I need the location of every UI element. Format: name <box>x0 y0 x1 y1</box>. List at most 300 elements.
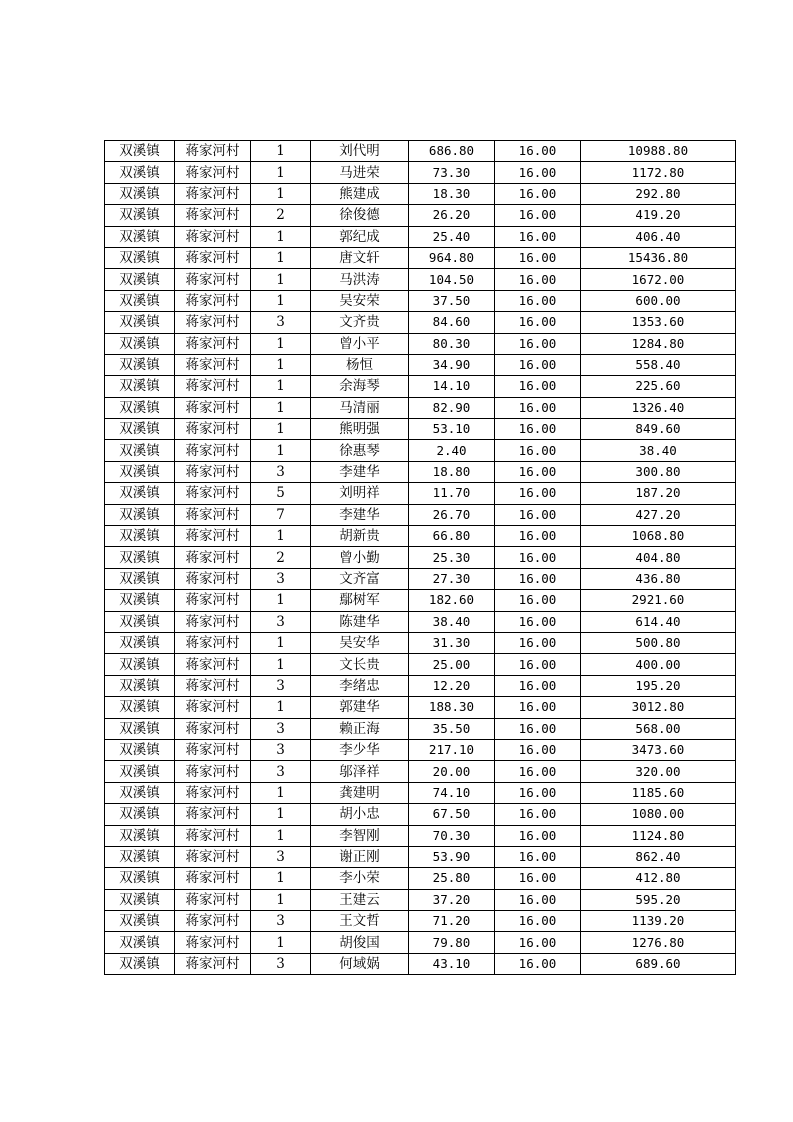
village-cell: 蒋家河村 <box>175 183 251 204</box>
area-cell: 37.50 <box>409 290 495 311</box>
amount-cell: 1353.60 <box>581 312 736 333</box>
town-cell: 双溪镇 <box>105 461 175 482</box>
area-cell: 188.30 <box>409 697 495 718</box>
village-cell: 蒋家河村 <box>175 868 251 889</box>
rate-cell: 16.00 <box>495 141 581 162</box>
group-cell: 1 <box>251 162 311 183</box>
rate-cell: 16.00 <box>495 526 581 547</box>
area-cell: 67.50 <box>409 804 495 825</box>
town-cell: 双溪镇 <box>105 675 175 696</box>
name-cell: 杨恒 <box>311 354 409 375</box>
table-row <box>105 440 736 461</box>
town-cell: 双溪镇 <box>105 483 175 504</box>
area-cell: 20.00 <box>409 761 495 782</box>
amount-cell: 38.40 <box>581 440 736 461</box>
village-cell: 蒋家河村 <box>175 889 251 910</box>
town-cell: 双溪镇 <box>105 739 175 760</box>
group-cell: 1 <box>251 376 311 397</box>
rate-cell: 16.00 <box>495 162 581 183</box>
town-cell: 双溪镇 <box>105 697 175 718</box>
village-cell: 蒋家河村 <box>175 782 251 803</box>
rate-cell: 16.00 <box>495 440 581 461</box>
amount-cell: 689.60 <box>581 953 736 974</box>
village-cell: 蒋家河村 <box>175 718 251 739</box>
amount-cell: 225.60 <box>581 376 736 397</box>
area-cell: 18.30 <box>409 183 495 204</box>
rate-cell: 16.00 <box>495 504 581 525</box>
table-row <box>105 269 736 290</box>
amount-cell: 1080.00 <box>581 804 736 825</box>
group-cell: 1 <box>251 397 311 418</box>
group-cell: 1 <box>251 354 311 375</box>
rate-cell: 16.00 <box>495 782 581 803</box>
rate-cell: 16.00 <box>495 205 581 226</box>
rate-cell: 16.00 <box>495 290 581 311</box>
table-row <box>105 312 736 333</box>
name-cell: 文齐富 <box>311 568 409 589</box>
rate-cell: 16.00 <box>495 247 581 268</box>
name-cell: 李建华 <box>311 504 409 525</box>
amount-cell: 1172.80 <box>581 162 736 183</box>
amount-cell: 558.40 <box>581 354 736 375</box>
table-row <box>105 568 736 589</box>
rate-cell: 16.00 <box>495 568 581 589</box>
town-cell: 双溪镇 <box>105 312 175 333</box>
group-cell: 3 <box>251 739 311 760</box>
name-cell: 曾小勤 <box>311 547 409 568</box>
village-cell: 蒋家河村 <box>175 932 251 953</box>
town-cell: 双溪镇 <box>105 568 175 589</box>
area-cell: 74.10 <box>409 782 495 803</box>
rate-cell: 16.00 <box>495 739 581 760</box>
town-cell: 双溪镇 <box>105 868 175 889</box>
group-cell: 1 <box>251 226 311 247</box>
name-cell: 李小荣 <box>311 868 409 889</box>
village-cell: 蒋家河村 <box>175 312 251 333</box>
village-cell: 蒋家河村 <box>175 162 251 183</box>
name-cell: 鄢树军 <box>311 590 409 611</box>
area-cell: 217.10 <box>409 739 495 760</box>
rate-cell: 16.00 <box>495 226 581 247</box>
amount-cell: 292.80 <box>581 183 736 204</box>
town-cell: 双溪镇 <box>105 205 175 226</box>
town-cell: 双溪镇 <box>105 761 175 782</box>
area-cell: 964.80 <box>409 247 495 268</box>
name-cell: 吴安荣 <box>311 290 409 311</box>
amount-cell: 1284.80 <box>581 333 736 354</box>
group-cell: 3 <box>251 675 311 696</box>
village-cell: 蒋家河村 <box>175 739 251 760</box>
area-cell: 43.10 <box>409 953 495 974</box>
group-cell: 2 <box>251 205 311 226</box>
area-cell: 34.90 <box>409 354 495 375</box>
table-row <box>105 397 736 418</box>
village-cell: 蒋家河村 <box>175 953 251 974</box>
name-cell: 刘明祥 <box>311 483 409 504</box>
rate-cell: 16.00 <box>495 632 581 653</box>
amount-cell: 320.00 <box>581 761 736 782</box>
town-cell: 双溪镇 <box>105 953 175 974</box>
table-row <box>105 804 736 825</box>
area-cell: 84.60 <box>409 312 495 333</box>
rate-cell: 16.00 <box>495 333 581 354</box>
amount-cell: 404.80 <box>581 547 736 568</box>
village-cell: 蒋家河村 <box>175 141 251 162</box>
village-cell: 蒋家河村 <box>175 205 251 226</box>
name-cell: 文齐贵 <box>311 312 409 333</box>
group-cell: 3 <box>251 953 311 974</box>
town-cell: 双溪镇 <box>105 590 175 611</box>
town-cell: 双溪镇 <box>105 782 175 803</box>
area-cell: 38.40 <box>409 611 495 632</box>
rate-cell: 16.00 <box>495 825 581 846</box>
amount-cell: 1068.80 <box>581 526 736 547</box>
table-row <box>105 632 736 653</box>
village-cell: 蒋家河村 <box>175 504 251 525</box>
name-cell: 徐惠琴 <box>311 440 409 461</box>
group-cell: 1 <box>251 183 311 204</box>
table-row <box>105 226 736 247</box>
rate-cell: 16.00 <box>495 590 581 611</box>
area-cell: 25.80 <box>409 868 495 889</box>
group-cell: 1 <box>251 141 311 162</box>
rate-cell: 16.00 <box>495 419 581 440</box>
village-cell: 蒋家河村 <box>175 290 251 311</box>
town-cell: 双溪镇 <box>105 911 175 932</box>
amount-cell: 500.80 <box>581 632 736 653</box>
town-cell: 双溪镇 <box>105 226 175 247</box>
area-cell: 686.80 <box>409 141 495 162</box>
area-cell: 66.80 <box>409 526 495 547</box>
amount-cell: 3473.60 <box>581 739 736 760</box>
village-cell: 蒋家河村 <box>175 611 251 632</box>
village-cell: 蒋家河村 <box>175 911 251 932</box>
rate-cell: 16.00 <box>495 269 581 290</box>
name-cell: 刘代明 <box>311 141 409 162</box>
town-cell: 双溪镇 <box>105 654 175 675</box>
town-cell: 双溪镇 <box>105 632 175 653</box>
table-row <box>105 868 736 889</box>
area-cell: 25.00 <box>409 654 495 675</box>
amount-cell: 436.80 <box>581 568 736 589</box>
name-cell: 邬泽祥 <box>311 761 409 782</box>
amount-cell: 600.00 <box>581 290 736 311</box>
table-row <box>105 183 736 204</box>
group-cell: 2 <box>251 547 311 568</box>
table-row <box>105 611 736 632</box>
table-row <box>105 483 736 504</box>
town-cell: 双溪镇 <box>105 419 175 440</box>
name-cell: 王建云 <box>311 889 409 910</box>
group-cell: 1 <box>251 269 311 290</box>
table-row <box>105 846 736 867</box>
rate-cell: 16.00 <box>495 761 581 782</box>
village-cell: 蒋家河村 <box>175 333 251 354</box>
town-cell: 双溪镇 <box>105 526 175 547</box>
table-row <box>105 782 736 803</box>
table-row <box>105 162 736 183</box>
area-cell: 31.30 <box>409 632 495 653</box>
rate-cell: 16.00 <box>495 376 581 397</box>
name-cell: 郭纪成 <box>311 226 409 247</box>
amount-cell: 15436.80 <box>581 247 736 268</box>
name-cell: 胡俊国 <box>311 932 409 953</box>
town-cell: 双溪镇 <box>105 162 175 183</box>
village-cell: 蒋家河村 <box>175 440 251 461</box>
name-cell: 胡小忠 <box>311 804 409 825</box>
town-cell: 双溪镇 <box>105 825 175 846</box>
table-row <box>105 354 736 375</box>
group-cell: 1 <box>251 932 311 953</box>
area-cell: 79.80 <box>409 932 495 953</box>
group-cell: 1 <box>251 889 311 910</box>
village-cell: 蒋家河村 <box>175 547 251 568</box>
table-row <box>105 953 736 974</box>
area-cell: 37.20 <box>409 889 495 910</box>
group-cell: 3 <box>251 568 311 589</box>
area-cell: 73.30 <box>409 162 495 183</box>
table-row <box>105 247 736 268</box>
rate-cell: 16.00 <box>495 953 581 974</box>
rate-cell: 16.00 <box>495 397 581 418</box>
rate-cell: 16.00 <box>495 889 581 910</box>
rate-cell: 16.00 <box>495 483 581 504</box>
area-cell: 53.90 <box>409 846 495 867</box>
table-row <box>105 461 736 482</box>
amount-cell: 3012.80 <box>581 697 736 718</box>
village-cell: 蒋家河村 <box>175 846 251 867</box>
table-row <box>105 526 736 547</box>
rate-cell: 16.00 <box>495 354 581 375</box>
amount-cell: 2921.60 <box>581 590 736 611</box>
village-cell: 蒋家河村 <box>175 397 251 418</box>
rate-cell: 16.00 <box>495 932 581 953</box>
area-cell: 2.40 <box>409 440 495 461</box>
area-cell: 25.30 <box>409 547 495 568</box>
village-cell: 蒋家河村 <box>175 568 251 589</box>
village-cell: 蒋家河村 <box>175 590 251 611</box>
group-cell: 1 <box>251 697 311 718</box>
rate-cell: 16.00 <box>495 846 581 867</box>
group-cell: 1 <box>251 590 311 611</box>
name-cell: 文长贵 <box>311 654 409 675</box>
town-cell: 双溪镇 <box>105 718 175 739</box>
table-row <box>105 911 736 932</box>
area-cell: 82.90 <box>409 397 495 418</box>
village-cell: 蒋家河村 <box>175 419 251 440</box>
rate-cell: 16.00 <box>495 804 581 825</box>
town-cell: 双溪镇 <box>105 504 175 525</box>
town-cell: 双溪镇 <box>105 804 175 825</box>
amount-cell: 1672.00 <box>581 269 736 290</box>
subsidy-table <box>104 140 736 975</box>
group-cell: 3 <box>251 461 311 482</box>
name-cell: 曾小平 <box>311 333 409 354</box>
village-cell: 蒋家河村 <box>175 526 251 547</box>
town-cell: 双溪镇 <box>105 611 175 632</box>
area-cell: 26.70 <box>409 504 495 525</box>
amount-cell: 849.60 <box>581 419 736 440</box>
name-cell: 余海琴 <box>311 376 409 397</box>
amount-cell: 1139.20 <box>581 911 736 932</box>
name-cell: 熊明强 <box>311 419 409 440</box>
name-cell: 马洪涛 <box>311 269 409 290</box>
town-cell: 双溪镇 <box>105 354 175 375</box>
amount-cell: 595.20 <box>581 889 736 910</box>
village-cell: 蒋家河村 <box>175 247 251 268</box>
village-cell: 蒋家河村 <box>175 376 251 397</box>
rate-cell: 16.00 <box>495 547 581 568</box>
town-cell: 双溪镇 <box>105 889 175 910</box>
town-cell: 双溪镇 <box>105 290 175 311</box>
name-cell: 李少华 <box>311 739 409 760</box>
name-cell: 谢正刚 <box>311 846 409 867</box>
name-cell: 李建华 <box>311 461 409 482</box>
name-cell: 胡新贵 <box>311 526 409 547</box>
rate-cell: 16.00 <box>495 654 581 675</box>
village-cell: 蒋家河村 <box>175 675 251 696</box>
table-row <box>105 419 736 440</box>
name-cell: 李绪忠 <box>311 675 409 696</box>
rate-cell: 16.00 <box>495 868 581 889</box>
rate-cell: 16.00 <box>495 312 581 333</box>
group-cell: 5 <box>251 483 311 504</box>
amount-cell: 1185.60 <box>581 782 736 803</box>
amount-cell: 614.40 <box>581 611 736 632</box>
group-cell: 1 <box>251 825 311 846</box>
town-cell: 双溪镇 <box>105 141 175 162</box>
town-cell: 双溪镇 <box>105 333 175 354</box>
name-cell: 徐俊德 <box>311 205 409 226</box>
town-cell: 双溪镇 <box>105 547 175 568</box>
area-cell: 71.20 <box>409 911 495 932</box>
group-cell: 1 <box>251 419 311 440</box>
village-cell: 蒋家河村 <box>175 697 251 718</box>
area-cell: 104.50 <box>409 269 495 290</box>
amount-cell: 10988.80 <box>581 141 736 162</box>
table-row <box>105 290 736 311</box>
amount-cell: 419.20 <box>581 205 736 226</box>
name-cell: 马进荣 <box>311 162 409 183</box>
group-cell: 3 <box>251 911 311 932</box>
group-cell: 1 <box>251 868 311 889</box>
name-cell: 李智刚 <box>311 825 409 846</box>
group-cell: 1 <box>251 290 311 311</box>
table-row <box>105 889 736 910</box>
group-cell: 3 <box>251 718 311 739</box>
rate-cell: 16.00 <box>495 697 581 718</box>
group-cell: 3 <box>251 611 311 632</box>
name-cell: 马清丽 <box>311 397 409 418</box>
amount-cell: 862.40 <box>581 846 736 867</box>
name-cell: 唐文轩 <box>311 247 409 268</box>
area-cell: 182.60 <box>409 590 495 611</box>
area-cell: 12.20 <box>409 675 495 696</box>
name-cell: 龚建明 <box>311 782 409 803</box>
table-row <box>105 590 736 611</box>
amount-cell: 187.20 <box>581 483 736 504</box>
village-cell: 蒋家河村 <box>175 483 251 504</box>
group-cell: 1 <box>251 654 311 675</box>
amount-cell: 195.20 <box>581 675 736 696</box>
group-cell: 1 <box>251 782 311 803</box>
name-cell: 陈建华 <box>311 611 409 632</box>
amount-cell: 568.00 <box>581 718 736 739</box>
name-cell: 赖正海 <box>311 718 409 739</box>
group-cell: 1 <box>251 247 311 268</box>
group-cell: 3 <box>251 312 311 333</box>
village-cell: 蒋家河村 <box>175 354 251 375</box>
table-row <box>105 376 736 397</box>
group-cell: 1 <box>251 632 311 653</box>
group-cell: 1 <box>251 333 311 354</box>
table-row <box>105 141 736 162</box>
village-cell: 蒋家河村 <box>175 461 251 482</box>
village-cell: 蒋家河村 <box>175 761 251 782</box>
table-row <box>105 547 736 568</box>
name-cell: 吴安华 <box>311 632 409 653</box>
area-cell: 18.80 <box>409 461 495 482</box>
town-cell: 双溪镇 <box>105 376 175 397</box>
town-cell: 双溪镇 <box>105 183 175 204</box>
rate-cell: 16.00 <box>495 183 581 204</box>
town-cell: 双溪镇 <box>105 247 175 268</box>
area-cell: 11.70 <box>409 483 495 504</box>
rate-cell: 16.00 <box>495 718 581 739</box>
table-row <box>105 205 736 226</box>
table-row <box>105 932 736 953</box>
table-row <box>105 761 736 782</box>
group-cell: 1 <box>251 526 311 547</box>
rate-cell: 16.00 <box>495 611 581 632</box>
town-cell: 双溪镇 <box>105 269 175 290</box>
area-cell: 14.10 <box>409 376 495 397</box>
area-cell: 70.30 <box>409 825 495 846</box>
town-cell: 双溪镇 <box>105 397 175 418</box>
name-cell: 熊建成 <box>311 183 409 204</box>
amount-cell: 400.00 <box>581 654 736 675</box>
rate-cell: 16.00 <box>495 911 581 932</box>
village-cell: 蒋家河村 <box>175 804 251 825</box>
group-cell: 1 <box>251 440 311 461</box>
table-row <box>105 333 736 354</box>
amount-cell: 1124.80 <box>581 825 736 846</box>
amount-cell: 406.40 <box>581 226 736 247</box>
rate-cell: 16.00 <box>495 675 581 696</box>
table-row <box>105 718 736 739</box>
village-cell: 蒋家河村 <box>175 632 251 653</box>
village-cell: 蒋家河村 <box>175 825 251 846</box>
amount-cell: 1276.80 <box>581 932 736 953</box>
town-cell: 双溪镇 <box>105 846 175 867</box>
table-row <box>105 654 736 675</box>
town-cell: 双溪镇 <box>105 440 175 461</box>
table-row <box>105 504 736 525</box>
area-cell: 25.40 <box>409 226 495 247</box>
area-cell: 27.30 <box>409 568 495 589</box>
amount-cell: 427.20 <box>581 504 736 525</box>
group-cell: 3 <box>251 761 311 782</box>
village-cell: 蒋家河村 <box>175 654 251 675</box>
area-cell: 26.20 <box>409 205 495 226</box>
village-cell: 蒋家河村 <box>175 226 251 247</box>
group-cell: 3 <box>251 846 311 867</box>
name-cell: 郭建华 <box>311 697 409 718</box>
table-row <box>105 697 736 718</box>
amount-cell: 300.80 <box>581 461 736 482</box>
table-row <box>105 739 736 760</box>
area-cell: 35.50 <box>409 718 495 739</box>
